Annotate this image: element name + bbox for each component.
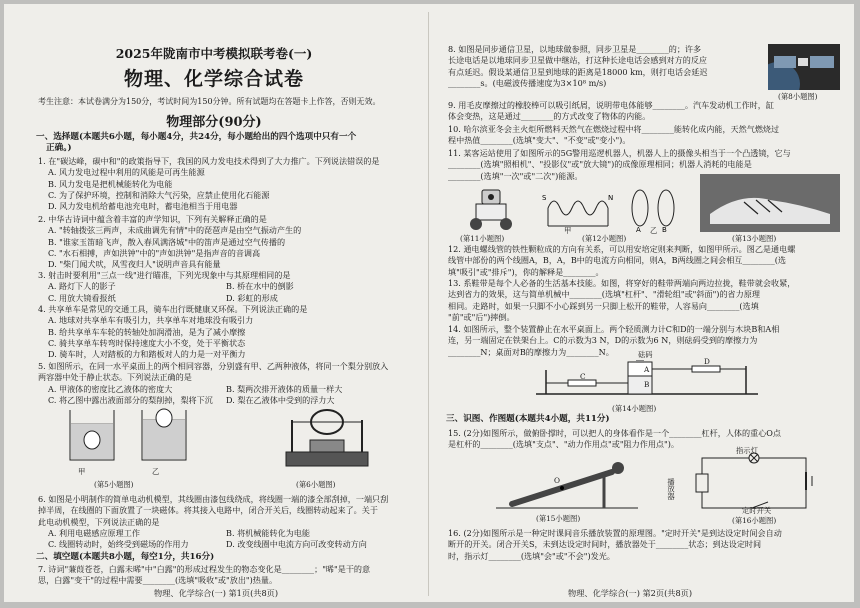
question-1: 1. 在"碳达峰，碳中和"的政策指导下，我国的风力发电技术得到了大力推广。下列说法错误的是 A. 风力发电过程中利用的风能是可再生能源 B. 风力发电是把机械能转化为电能 C. 为了保护环境，控制和消除大气污染，应禁止使用化石能源 D. 风力发电机给蓄电池充电时，蓄电池相当于用电器 (38, 156, 380, 212)
figure-14-block-b: B (644, 380, 650, 389)
question-13: 13. 系鞋带是每个人必备的生活基本技能。如图，将穿好的鞋带两端向两边拉拢，鞋带就会收紧， 达到省力的效果，这与简单机械中________(选填"杠杆"、"滑轮组"或"斜面")的省力原理 相同。走路时，如果一只脚不小心踩到另一只脚上松开的鞋带，人容易向________(选填 "前"或"后")摔倒。 (448, 278, 796, 322)
svg-text:S: S (542, 194, 547, 202)
left-page (4, 4, 424, 602)
part-title: 物理部分(90分) (166, 115, 262, 130)
question-10: 10. 哈尔滨亚冬会主火炬所燃料天然气在燃烧过程中将________能转化成内能，天然气燃烧过 程中热值________(选填"变大"、"不变"或"变小")。 (448, 124, 780, 146)
svg-text:A: A (636, 226, 641, 232)
figure-12-label-a: 甲 (564, 226, 572, 235)
figure-12-solenoid (542, 186, 682, 232)
figure-16-caption: (第16小题图) (732, 516, 777, 525)
figure-16-player-label: 播放器 (667, 478, 676, 500)
question-11: 11. 某客运站使用了如图所示的5G警用巡逻机器人，机器人上的摄像头相当于一个凸透镜，它与 ________(选填"照相机"、"投影仪"或"放大镜")的成像原理相同；机器人消耗的电能是 ________(选填"一次"或"二次")能源。 (448, 148, 791, 181)
figure-5-containers (62, 404, 202, 466)
right-page (432, 4, 854, 602)
figure-14-block-a: A (644, 365, 650, 374)
section1-title: 一、选择题(本题共6小题，每小题4分，共24分，每小题给出的四个选项中只有一个 正确。) (36, 132, 357, 154)
question-8: 8. 如图是同步通信卫星，以地球做参照，同步卫星是________的；许多 长途电话是以地球同步卫星做中继站，打这种长途电话会感到对方的反应 有点延迟。假设某通信卫星到地球的距离是18000 km，则打电话会延迟 ________s。(电磁波传播速度为3×10⁸ m/s) (448, 44, 708, 88)
page-footer-left: 物理、化学综合(一) 第1页(共8页) (154, 588, 279, 598)
figure-13-caption: (第13小题图) (732, 234, 777, 243)
figure-15-point-o: O (554, 476, 560, 485)
figure-5-label-a: 甲 (78, 467, 86, 476)
figure-13-shoelace-photo (700, 174, 840, 232)
svg-text:B: B (662, 226, 667, 232)
question-4: 4. 共享单车是常见的交通工具，骑车出行既健康又环保。下列说法正确的是 A. 地球对共享单车有吸引力，共享单车对地球没有吸引力 B. 给共享单车车轮的转轴处加润滑油，是为了减小摩擦 C. 骑共享单车转弯时保持速度大小不变，处于平衡状态 D. 骑车时，人对踏板的力和踏板对人的力是一对平衡力 (38, 304, 308, 360)
figure-11-caption: (第11小题图) (460, 234, 505, 243)
figure-6-motor-model (272, 400, 382, 478)
figure-6-caption: (第6小题图) (296, 480, 336, 489)
figure-12-label-b: 乙 (650, 226, 658, 235)
shoe-icon (700, 174, 840, 232)
question-3: 3. 射击时要利用"三点一线"进行瞄准，下列光现象中与其原理相同的是 A. 路灯下人的影子 B. 桥在水中的倒影 C. 用放大镜看报纸 D. 彩虹的形成 (38, 270, 294, 303)
satellite-icon (768, 44, 840, 90)
question-15: 15. (2分)如图所示，做俯卧撑时，可以把人的身体看作是一个________杠杆，人体的重心O点 是杠杆的________(选填"支点"、"动力作用点"或"阻力作用点")。 (448, 428, 782, 450)
exam-title: 2025年陇南市中考模拟联考卷(一) (115, 46, 313, 61)
figure-12-caption: (第12小题图) (582, 234, 627, 243)
figure-8-caption: (第8小题图) (778, 92, 818, 101)
question-7: 7. 诗词"蒹葭苍苍，白露未晞"中"白露"的形成过程发生的物态变化是________；"晞"是干的意 思，白露"变干"的过程中需要________(选填"吸收"或"放出")热量。 (38, 564, 371, 586)
subject-title: 物理、化学综合试卷 (123, 68, 304, 90)
exam-sheet (4, 4, 854, 602)
figure-14-caption: (第14小题图) (612, 404, 657, 413)
question-12: 12. 通电螺线管的铁性颗粒成的方向有关系，可以用安培定则来判断，如图甲所示。图乙是通电螺 线管中部份的两个线圈A，B，A，B中的电流方向相同，则A，B两线圈之间会相互________(选 填"吸引"或"排斥")，你的解释是________。 (448, 244, 796, 277)
candidate-note: 考生注意：本试卷满分为150分，考试时间为150分钟。所有试题均在答题卡上作答，否则无效。 (38, 97, 381, 106)
question-14: 14. 如图所示，整个装置静止在水平桌面上。两个轻质测力计C和D的一端分别与木块B和A相 连，另一端固定在铁架台上。C的示数为3 N，D的示数为6 N，则砝码受到的摩擦力为 ________N；桌面对B的摩擦力为________N。 (448, 324, 780, 357)
section2-title: 二、填空题(本题共8小题，每空1分，共16分) (36, 552, 215, 562)
figure-11-robot (458, 186, 528, 232)
figure-5-caption: (第5小题图) (94, 480, 134, 489)
figure-15-caption: (第15小题图) (536, 514, 581, 523)
question-9: 9. 用毛皮摩擦过的橡胶棒可以吸引纸屑，说明带电体能够________。汽车发动机工作时，缸 体会变热，这是通过________的方式改变了物体的内能。 (448, 100, 774, 122)
figure-16-switch-label: 定时开关 (742, 506, 772, 515)
page-divider (428, 12, 429, 596)
svg-text:N: N (608, 194, 614, 202)
figure-15-pushup (492, 458, 642, 512)
figure-16-lamp-label: 指示灯 (736, 446, 758, 455)
figure-14-weight-label: 砝码 (638, 350, 653, 359)
question-16: 16. (2分)如图所示是一种定时课间音乐播放装置的原理图。"定时开关"是到达设定时间会自动 断开的开关。闭合开关S，未到达设定时间时，播放器处于________状态；到达设定时间 时，指示灯________(选填"会"或"不会")发光。 (448, 528, 782, 561)
question-2: 2. 中华古诗词中蕴含着丰富的声学知识，下列有关解释正确的是 A. "转轴拨弦三两声，未成曲调先有情"中的琵琶声是由空气振动产生的 B. "谁家玉笛暗飞声，散入春风满洛城"中的笛声是通过空气传播的 C. "水石相搏，声如洪钟"中的"声如洪钟"是指声音的音调高 D. "柴门闻犬吠，风雪夜归人"说明声音具有能量 (38, 214, 302, 270)
section3-title: 三、识图、作图题(本题共4小题，共11分) (446, 414, 610, 424)
figure-5-label-b: 乙 (152, 467, 160, 476)
question-5: 5. 如图所示，在同一水平桌面上的两个相同容器，分别盛有甲、乙两种液体，将同一个梨分别放入 两容器中处于静止状态。下列说法正确的是 A. 甲液体的密度比乙液体的密度大 B. 梨两次排开液体的质量一样大 C. 将乙图中露出液面部分的梨削掉，梨将下沉 D. 梨在乙液体中受到的浮力大 (38, 361, 389, 405)
figure-14-gauge-c: C (580, 372, 586, 381)
question-6: 6. 如图是小明制作的简单电动机模型，其线圈由漆包线绕成，将线圈一端的漆全部刮掉，一端只刮 掉半周，在线圈的下面放置了一块磁体。将其接入电路中，闭合开关后，线圈转动起来了。关于 此电动机模型，下列说法正确的是 A. 利用电磁感应原理工作 B. 将机械能转化为电能 C. 线圈转动时，始终受到磁场的作用力 D. 改变线圈中电流方向可改变转动方向 (38, 494, 389, 550)
page-footer-right: 物理、化学综合(一) 第2页(共8页) (568, 588, 693, 598)
figure-14-gauge-d: D (704, 357, 710, 366)
figure-8-satellite-photo (768, 44, 840, 90)
